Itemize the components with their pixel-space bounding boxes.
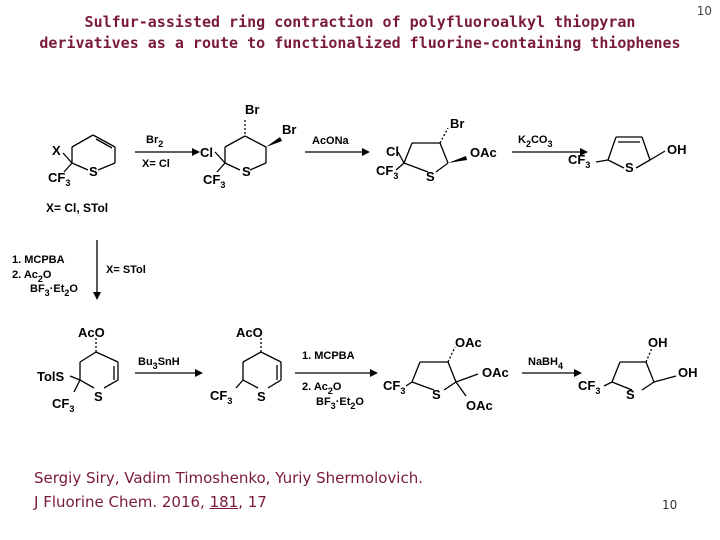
m3-oac: OAc	[470, 145, 497, 160]
molecule-3-thiolane	[396, 128, 467, 172]
step6-reagent: NaBH$_4$	[528, 356, 563, 371]
m1-x: X	[52, 143, 61, 158]
m3-s: S	[426, 169, 435, 184]
m6-aco: AcO	[236, 325, 263, 340]
title-line-1: Sulfur-assisted ring contraction of polyfluoroalkyl thiopyran	[84, 13, 636, 31]
m7-oac-right: OAc	[482, 365, 509, 380]
step1-reagent: $Br_2$	[146, 134, 164, 149]
citation-volume: 181	[209, 493, 239, 511]
m1-s: S	[89, 164, 98, 179]
molecule-5-thiopyran	[70, 338, 120, 392]
m7-oac-top: OAc	[455, 335, 482, 350]
m1-note: X= Cl, STol	[46, 201, 109, 215]
down-step-line-2: 2. $Ac_2O$	[12, 269, 52, 284]
step4-reagent: $Bu_3SnH$	[138, 356, 180, 371]
step5-line-2: 2. $Ac_2O$	[302, 381, 342, 396]
citation	[34, 466, 423, 514]
m8-cf3: $CF_3$	[578, 378, 601, 396]
m4-s: S	[625, 160, 634, 175]
m7-s: S	[432, 387, 441, 402]
page-number-bottom: 10	[662, 498, 678, 512]
m1-cf3: $CF_3$	[48, 170, 71, 188]
m2-cl: Cl	[200, 145, 213, 160]
molecule-6-thiopyran	[236, 338, 281, 388]
down-step-condition: X= STol	[106, 264, 146, 276]
m3-cf3: $CF_3$	[376, 163, 399, 181]
step3-reagent: $K_2CO_3$	[518, 134, 553, 149]
page-number-top: 10	[696, 4, 712, 18]
m7-oac-bottom: OAc	[466, 398, 493, 413]
title-line-2: derivatives as a route to functionalized fluorine-containing thiophenes	[39, 34, 681, 52]
molecule-8-thiolane-diol	[604, 348, 676, 390]
m2-br-top: Br	[245, 102, 260, 117]
m5-aco: AcO	[78, 325, 105, 340]
citation-journal-prefix: J Fluorine Chem. 2016,	[34, 493, 210, 511]
m8-oh-right: OH	[678, 365, 698, 380]
citation-pages: , 17	[238, 493, 267, 511]
m8-s: S	[626, 387, 635, 402]
step5-line-1: 1. MCPBA	[302, 350, 355, 362]
slide-title	[0, 12, 720, 54]
m3-br: Br	[450, 116, 465, 131]
m2-br-right: Br	[282, 122, 297, 137]
m6-cf3: $CF_3$	[210, 388, 233, 406]
step1-condition: X= Cl	[142, 158, 170, 170]
down-step-line-3: $BF_3\cdot Et_2O$	[30, 283, 78, 298]
molecule-7-thiolane	[406, 347, 478, 396]
down-step-line-1: 1. MCPBA	[12, 254, 65, 266]
m7-cf3: $CF_3$	[383, 378, 406, 396]
step2-reagent: AcONa	[312, 135, 349, 147]
m4-cf3: $CF_3$	[568, 152, 591, 170]
m5-tols: TolS	[37, 369, 65, 384]
m5-s: S	[94, 389, 103, 404]
m2-s: S	[242, 164, 251, 179]
m8-oh-top: OH	[648, 335, 668, 350]
citation-authors: Sergiy Siry, Vadim Timoshenko, Yuriy Shermolovich.	[34, 469, 423, 487]
m4-oh: OH	[667, 142, 687, 157]
citation-journal	[34, 490, 423, 514]
m6-s: S	[257, 389, 266, 404]
m5-cf3: $CF_3$	[52, 396, 75, 414]
m3-cl: Cl	[386, 144, 399, 159]
m2-cf3: $CF_3$	[203, 172, 226, 190]
reaction-scheme	[0, 88, 720, 428]
step5-line-3: $BF_3\cdot Et_2O$	[316, 396, 364, 411]
